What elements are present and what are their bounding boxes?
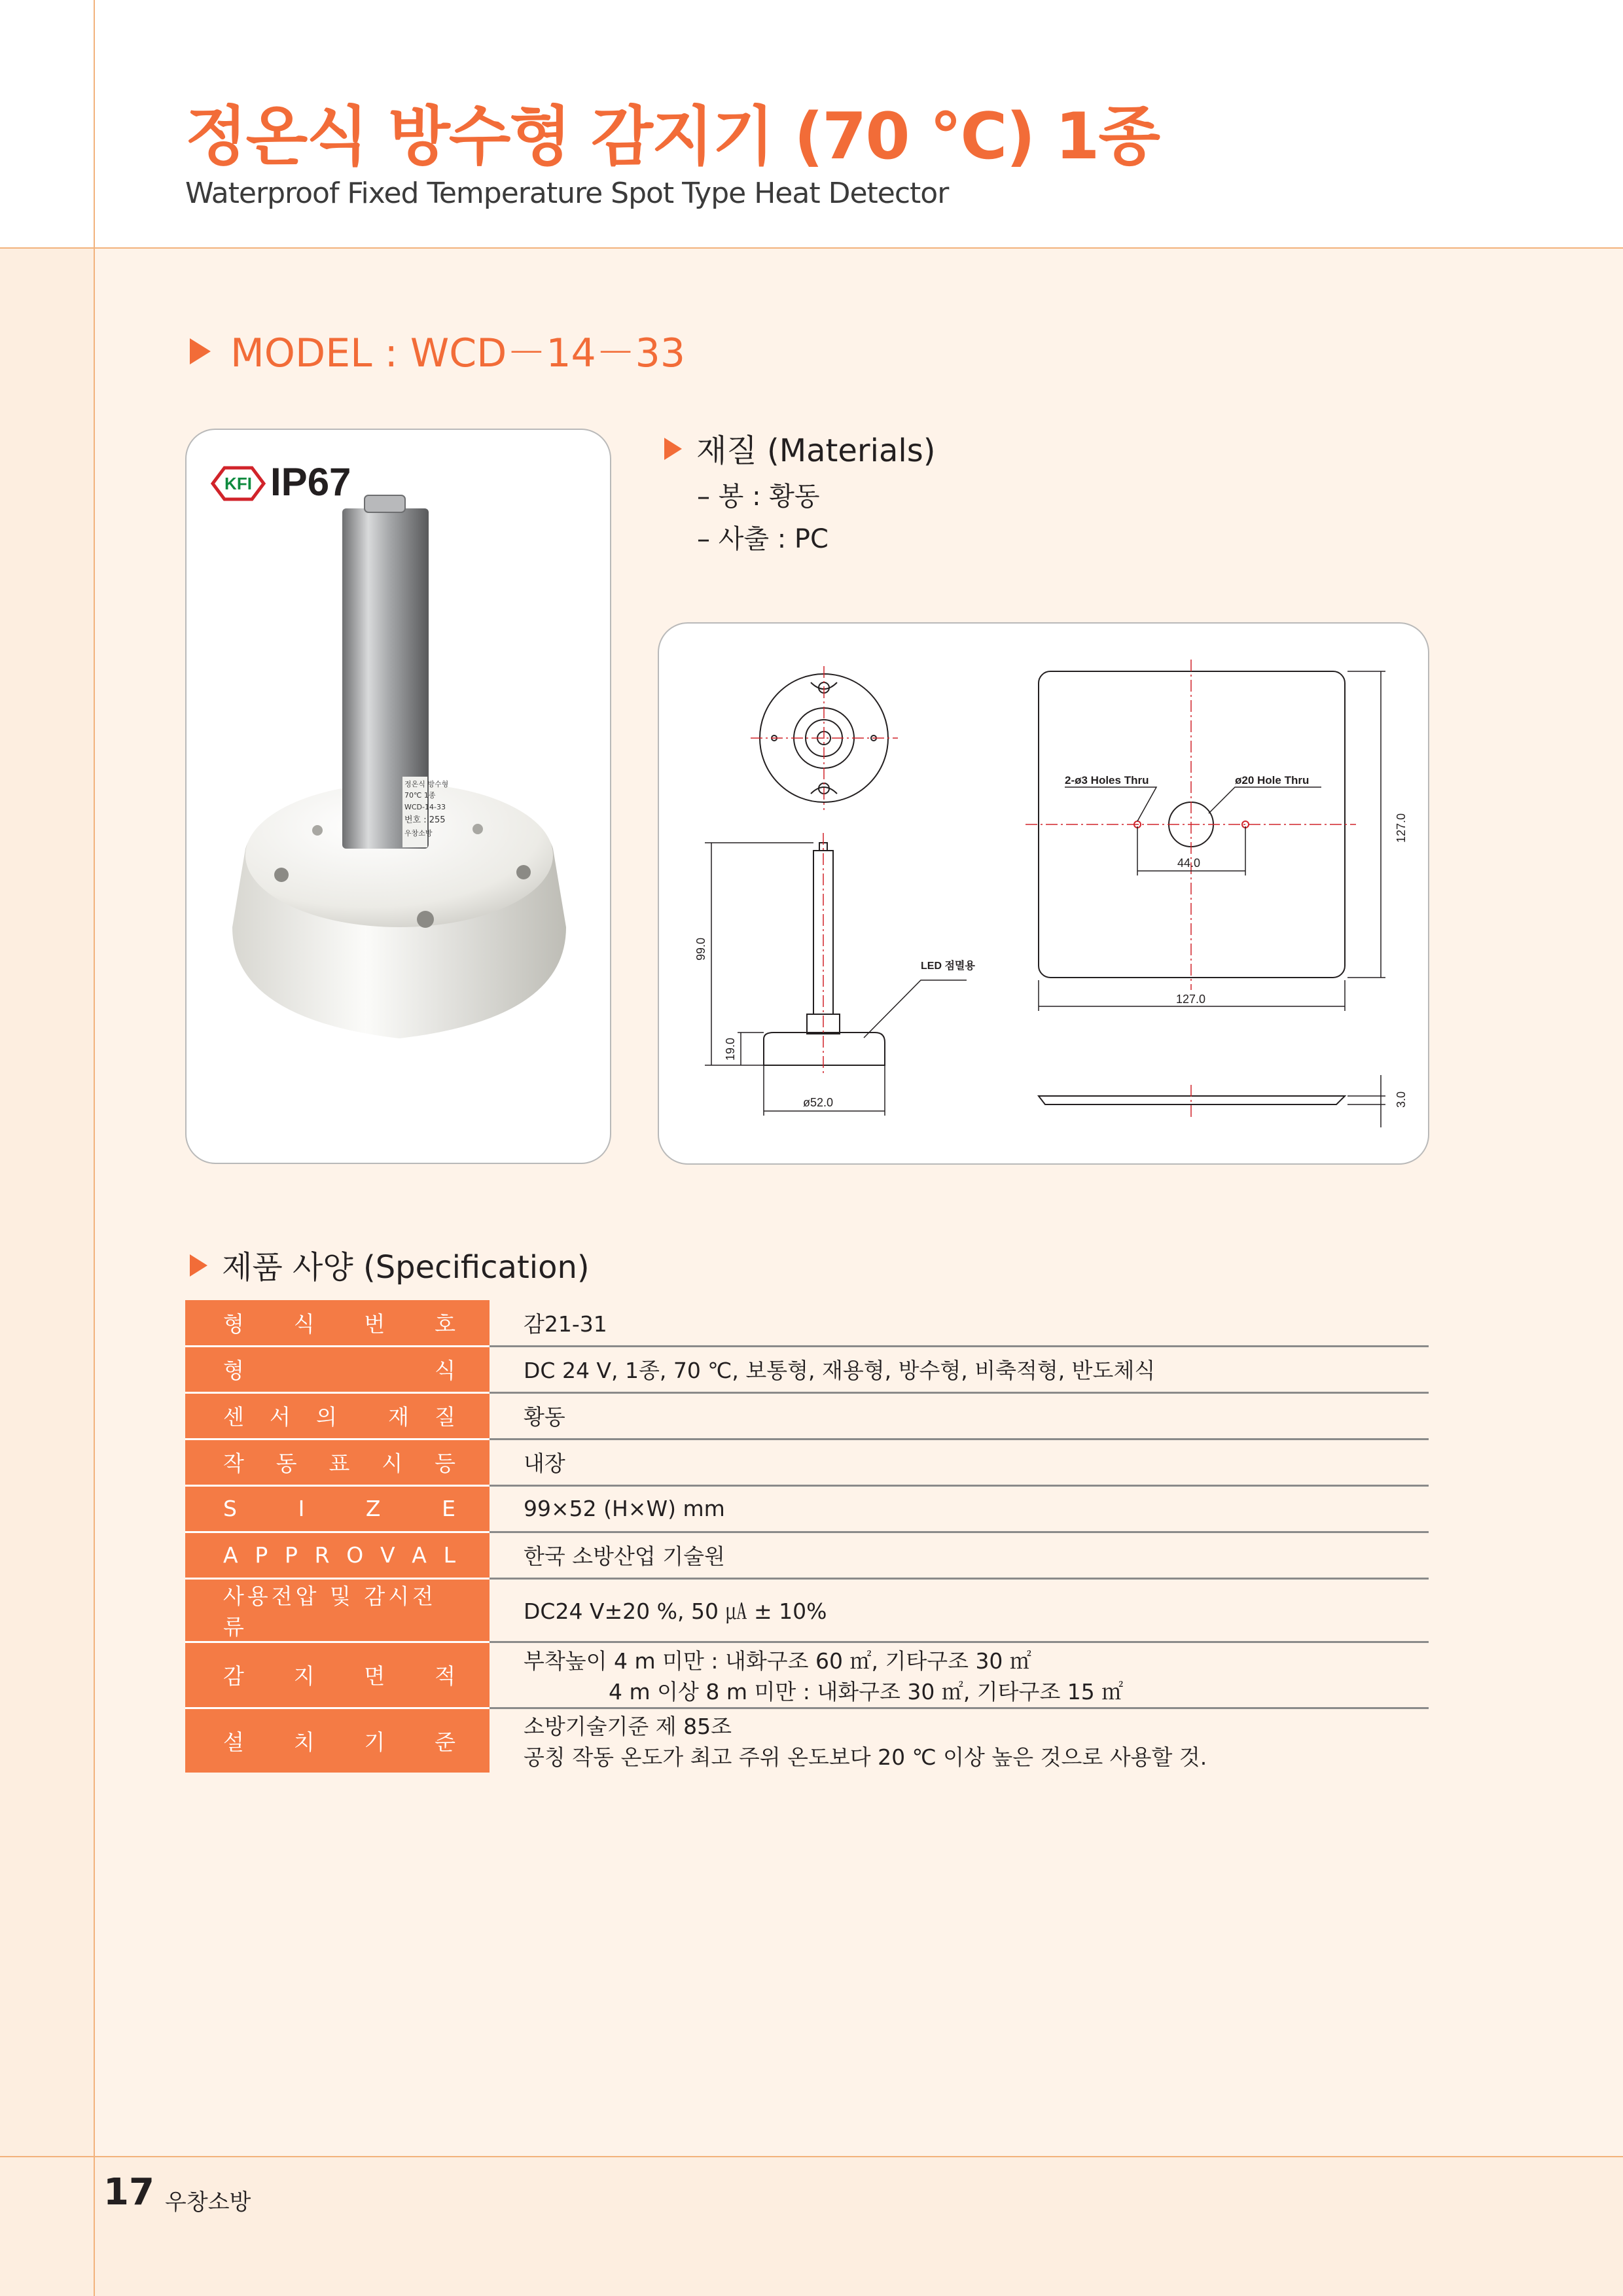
svg-text:KFI: KFI	[224, 474, 252, 493]
led-label: LED 점멸용	[921, 961, 975, 972]
svg-text:정온식 방수형: 정온식 방수형	[404, 780, 449, 788]
footer-band	[0, 2156, 1623, 2296]
table-row: 작 동 표 시 등 내장	[185, 1439, 1429, 1485]
materials-section	[664, 425, 935, 556]
svg-text:우창소방: 우창소방	[404, 829, 433, 838]
spec-heading: 제품 사양 (Specification)	[190, 1242, 590, 1287]
spec-table	[185, 1300, 1429, 1773]
spec-value: 내장	[490, 1439, 1429, 1485]
svg-text:WCD-14-33: WCD-14-33	[404, 803, 446, 811]
kfi-logo	[213, 468, 264, 499]
product-photo-panel	[185, 429, 611, 1164]
spec-value: DC 24 V, 1종, 70 ℃, 보통형, 재용형, 방수형, 비축적형, 반도체식	[490, 1346, 1429, 1392]
holes-label: 2-ø3 Holes Thru	[1065, 774, 1149, 786]
dim-plate-height-label: 127.0	[1395, 813, 1408, 843]
table-row: 형 식 DC 24 V, 1종, 70 ℃, 보통형, 재용형, 방수형, 비축적형, 반도체식	[185, 1346, 1429, 1392]
dim-base-height-label: 19.0	[724, 1037, 737, 1061]
material-item: – 사출 : PC	[697, 524, 829, 554]
model-label: MODEL : WCD－14－33	[230, 330, 686, 376]
dim-plate-thickness-label: 3.0	[1395, 1091, 1408, 1108]
header-rule	[0, 247, 1623, 249]
dim-plate-width-label: 127.0	[1176, 993, 1206, 1006]
triangle-bullet-icon	[190, 338, 211, 364]
table-row: S I Z E 99×52 (H×W) mm	[185, 1485, 1429, 1532]
spec-value: 황동	[490, 1392, 1429, 1439]
table-row: 설 치 기 준 소방기술기준 제 85조 공칭 작동 온도가 최고 주위 온도보다 20 ℃ 이상 높은 것으로 사용할 것.	[185, 1708, 1429, 1773]
materials-heading: 재질 (Materials)	[664, 425, 935, 470]
product-photo	[187, 430, 610, 1163]
svg-text:번호 : 255: 번호 : 255	[404, 815, 446, 825]
footer-rule	[0, 2156, 1623, 2157]
ip67-badge: IP67	[270, 460, 351, 504]
vertical-rule	[94, 0, 95, 2296]
table-row: A P P R O V A L 한국 소방산업 기술원	[185, 1532, 1429, 1578]
svg-text:70℃ 1종: 70℃ 1종	[404, 791, 436, 800]
spec-value: 한국 소방산업 기술원	[490, 1532, 1429, 1578]
table-row: 감 지 면 적 부착높이 4 m 미만 : 내화구조 60 ㎡, 기타구조 30 ㎡ 4 m 이상 8 m 미만 : 내화구조 30 ㎡, 기타구조 15 ㎡	[185, 1642, 1429, 1708]
page-subtitle: Waterproof Fixed Temperature Spot Type Heat Detector	[185, 177, 949, 210]
spec-value: 부착높이 4 m 미만 : 내화구조 60 ㎡, 기타구조 30 ㎡ 4 m 이상 8 m 미만 : 내화구조 30 ㎡, 기타구조 15 ㎡	[490, 1642, 1429, 1708]
table-row: 사용전압 및 감시전류 DC24 V±20 %, 50 ㎂ ± 10%	[185, 1578, 1429, 1642]
dim-hole-spacing-label: 44.0	[1177, 857, 1201, 870]
spec-value: 감21-31	[490, 1300, 1429, 1346]
page-title: 정온식 방수형 감지기 (70 ℃) 1종	[185, 99, 1160, 174]
table-row: 센 서 의 재 질 황동	[185, 1392, 1429, 1439]
company-name: 우창소방	[165, 2189, 251, 2216]
material-item: – 봉 : 황동	[697, 482, 820, 512]
triangle-bullet-icon	[190, 1254, 207, 1277]
spec-value: 99×52 (H×W) mm	[490, 1485, 1429, 1532]
left-margin-band	[0, 249, 94, 2296]
dim-height-label: 99.0	[694, 937, 707, 961]
technical-drawing-panel	[658, 622, 1429, 1165]
page-number: 17	[103, 2171, 154, 2214]
hole-label: ø20 Hole Thru	[1235, 774, 1310, 786]
model-heading	[190, 322, 685, 378]
spec-value: DC24 V±20 %, 50 ㎂ ± 10%	[490, 1578, 1429, 1642]
table-row: 형 식 번 호 감21-31	[185, 1300, 1429, 1346]
spec-value: 소방기술기준 제 85조 공칭 작동 온도가 최고 주위 온도보다 20 ℃ 이상 높은 것으로 사용할 것.	[524, 1714, 1207, 1771]
technical-drawing	[659, 624, 1428, 1163]
dim-diameter-label: ø52.0	[803, 1096, 834, 1109]
triangle-bullet-icon	[664, 438, 682, 460]
